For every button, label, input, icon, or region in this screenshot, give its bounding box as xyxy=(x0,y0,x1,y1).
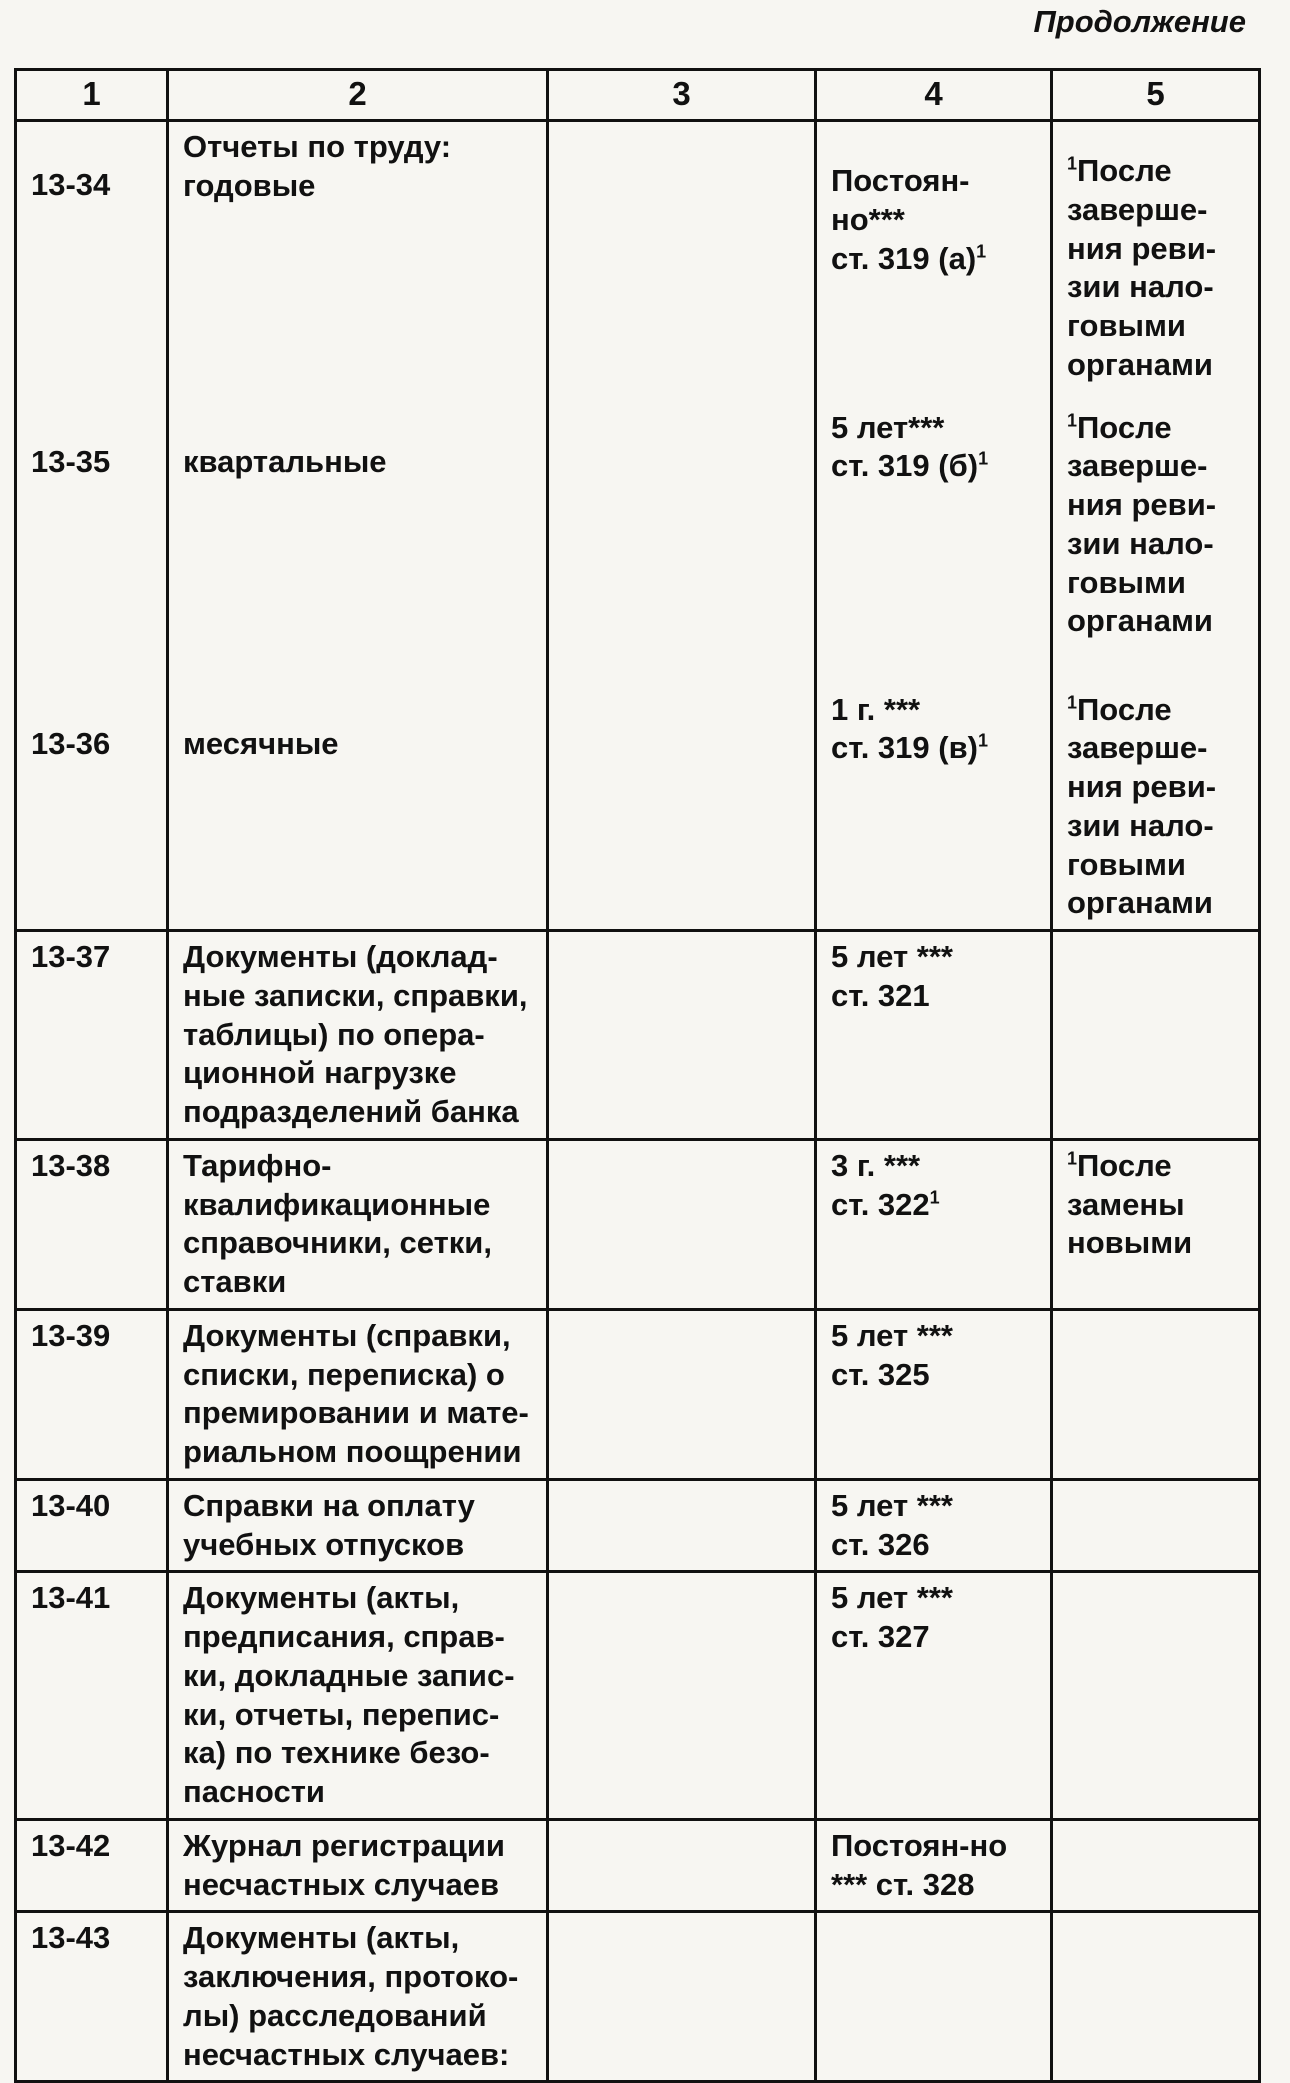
record-note xyxy=(1052,1309,1260,1479)
record-title-text: квартальные xyxy=(183,443,387,479)
record-note xyxy=(1052,1819,1260,1912)
article-ref xyxy=(831,1526,1036,1565)
record-title xyxy=(168,931,548,1140)
record-code xyxy=(16,685,168,931)
article-ref xyxy=(831,240,1036,279)
table-row xyxy=(16,1309,1260,1479)
record-code xyxy=(16,1479,168,1572)
record-title xyxy=(168,1819,548,1912)
header-row xyxy=(16,70,1260,121)
record-code-text: 13-42 xyxy=(31,1827,111,1863)
article-ref-text: ст. 327 xyxy=(831,1619,930,1654)
article-ref-text: ст. 319 (а) xyxy=(831,240,977,276)
record-column-3 xyxy=(548,1572,816,1820)
column-header: 5 xyxy=(1052,70,1260,121)
table-row xyxy=(16,1912,1260,2082)
footnote-mark: 1 xyxy=(929,1187,940,1208)
table-row xyxy=(16,1572,1260,1820)
record-title-text: Документы (акты, предписания, справ-ки, докладные запис-ки, отчеты, перепис-ка) по технике безо-пасности xyxy=(183,1580,515,1809)
record-code-text: 13-35 xyxy=(31,443,111,479)
record-term xyxy=(816,685,1052,931)
record-note xyxy=(1052,121,1260,403)
table-row xyxy=(16,1819,1260,1912)
article-ref-text: ст. 319 (в) xyxy=(831,730,978,766)
footnote-mark: 1 xyxy=(1067,153,1078,174)
record-term xyxy=(816,1139,1052,1309)
record-column-3 xyxy=(548,1912,816,2082)
table-row xyxy=(16,931,1260,1140)
note-text: После заверше-ния реви-зии нало-говыми органами xyxy=(1067,409,1217,639)
article-ref xyxy=(831,1618,1036,1657)
article-ref xyxy=(831,1186,1036,1225)
retention-term: Постоян-но*** xyxy=(831,163,970,237)
record-title xyxy=(168,1572,548,1820)
record-title-text: Журнал регистрации несчастных случаев xyxy=(183,1827,505,1902)
footnote-mark: 1 xyxy=(1067,410,1078,431)
record-code xyxy=(16,1912,168,2082)
footnote-mark: 1 xyxy=(1067,692,1078,713)
column-header: 1 xyxy=(16,70,168,121)
record-title-text: Документы (доклад-ные записки, справки, таблицы) по опера-ционной нагрузке подразделений банка xyxy=(183,939,528,1129)
record-column-3 xyxy=(548,121,816,403)
note-text: После замены новыми xyxy=(1067,1147,1193,1261)
record-note xyxy=(1052,1479,1260,1572)
record-code-text: 13-43 xyxy=(31,1920,111,1956)
record-code xyxy=(16,121,168,403)
retention-term: Постоян-но *** ст. 328 xyxy=(831,1827,1008,1902)
footnote-mark: 1 xyxy=(977,730,988,751)
record-title-text: Справки на оплату учебных отпусков xyxy=(183,1487,475,1562)
record-note xyxy=(1052,1572,1260,1820)
article-ref xyxy=(831,729,1036,768)
group-title: Отчеты по труду: xyxy=(183,129,452,164)
record-term xyxy=(816,1912,1052,2082)
record-title xyxy=(168,121,548,403)
article-ref-text: ст. 325 xyxy=(831,1356,930,1392)
record-column-3 xyxy=(548,1819,816,1912)
record-title-text: Документы (справки, списки, переписка) о премировании и мате-риальном поощрении xyxy=(183,1317,529,1469)
footnote-mark: 1 xyxy=(976,241,987,262)
footnote-mark: 1 xyxy=(978,448,989,469)
retention-term: 5 лет*** xyxy=(831,409,945,445)
footnote-mark: 1 xyxy=(1067,1148,1078,1169)
record-term xyxy=(816,403,1052,685)
table-row xyxy=(16,121,1260,403)
retention-term: 5 лет *** xyxy=(831,1580,953,1616)
record-column-3 xyxy=(548,403,816,685)
record-code xyxy=(16,403,168,685)
record-term xyxy=(816,1572,1052,1820)
article-ref-text: ст. 319 (б) xyxy=(831,448,979,484)
record-column-3 xyxy=(548,1479,816,1572)
table-row xyxy=(16,1479,1260,1572)
record-term xyxy=(816,931,1052,1140)
record-term xyxy=(816,1309,1052,1479)
article-ref-text: ст. 322 xyxy=(831,1186,930,1222)
table-row xyxy=(16,685,1260,931)
record-code xyxy=(16,1139,168,1309)
table-row xyxy=(16,403,1260,685)
retention-term: 5 лет *** xyxy=(831,1487,953,1523)
record-note xyxy=(1052,685,1260,931)
record-code-text: 13-41 xyxy=(31,1580,111,1616)
note-text: После заверше-ния реви-зии нало-говыми органами xyxy=(1067,153,1217,382)
retention-term: 5 лет *** xyxy=(831,939,953,974)
record-term xyxy=(816,1819,1052,1912)
record-code-text: 13-38 xyxy=(31,1147,111,1183)
column-header: 2 xyxy=(168,70,548,121)
record-note xyxy=(1052,1139,1260,1309)
record-title-text: месячные xyxy=(183,725,339,761)
record-code xyxy=(16,931,168,1140)
record-title xyxy=(168,403,548,685)
record-code-text: 13-34 xyxy=(31,167,111,202)
note-text: После заверше-ния реви-зии нало-говыми органами xyxy=(1067,691,1217,921)
article-ref xyxy=(831,977,1036,1016)
column-header: 4 xyxy=(816,70,1052,121)
record-code-text: 13-40 xyxy=(31,1487,111,1523)
retention-term: 3 г. *** xyxy=(831,1147,921,1183)
record-code-text: 13-39 xyxy=(31,1317,111,1353)
record-code xyxy=(16,1819,168,1912)
record-title-text: годовые xyxy=(183,167,316,203)
record-column-3 xyxy=(548,1139,816,1309)
record-title xyxy=(168,685,548,931)
record-code xyxy=(16,1309,168,1479)
record-note xyxy=(1052,1912,1260,2082)
record-title xyxy=(168,1479,548,1572)
record-column-3 xyxy=(548,931,816,1140)
record-code-text: 13-36 xyxy=(31,725,111,761)
table-body xyxy=(16,121,1260,2082)
record-code xyxy=(16,1572,168,1820)
record-title xyxy=(168,1309,548,1479)
record-code-text: 13-37 xyxy=(31,939,111,974)
records-table xyxy=(14,68,1261,2083)
retention-term: 1 г. *** xyxy=(831,691,921,727)
record-note xyxy=(1052,403,1260,685)
record-title-text: Тарифно-квалификационные справочники, сетки, ставки xyxy=(183,1147,492,1299)
article-ref xyxy=(831,1356,1036,1395)
table-row xyxy=(16,1139,1260,1309)
record-term xyxy=(816,1479,1052,1572)
column-header: 3 xyxy=(548,70,816,121)
record-column-3 xyxy=(548,1309,816,1479)
record-term xyxy=(816,121,1052,403)
record-title xyxy=(168,1912,548,2082)
article-ref-text: ст. 326 xyxy=(831,1526,930,1562)
retention-term: 5 лет *** xyxy=(831,1317,953,1353)
record-column-3 xyxy=(548,685,816,931)
record-title-text: Документы (акты, заключения, протоко-лы) расследований несчастных случаев: xyxy=(183,1920,519,2072)
record-note xyxy=(1052,931,1260,1140)
article-ref xyxy=(831,447,1036,486)
record-title xyxy=(168,1139,548,1309)
article-ref-text: ст. 321 xyxy=(831,977,930,1013)
continuation-label: Продолжение xyxy=(1033,4,1246,39)
